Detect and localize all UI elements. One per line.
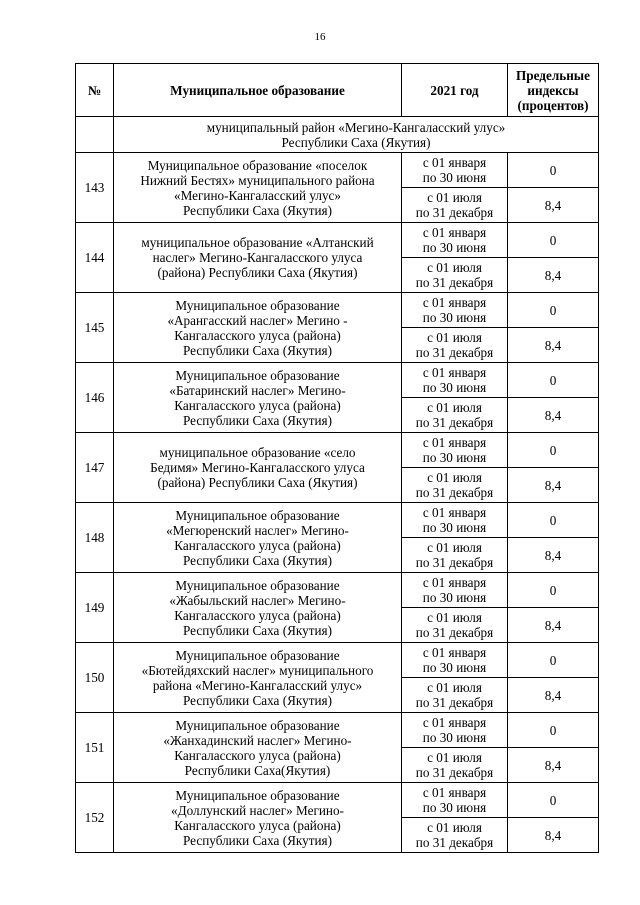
period-first-half: [402, 573, 508, 608]
table-body: [76, 117, 599, 853]
index-value-first-half: 0: [508, 573, 599, 608]
period-start: с 01 июля: [427, 190, 482, 205]
table-row: [76, 223, 599, 258]
municipality-name: [114, 293, 402, 363]
row-number: 148: [76, 503, 114, 573]
municipality-name-line: Республики Саха(Якутия): [184, 762, 331, 778]
group-title-line: муниципальный район «Мегино-Кангаласский улус»: [206, 119, 506, 135]
period-start: с 01 января: [422, 575, 487, 590]
period-end: по 30 июня: [422, 170, 487, 185]
index-value-second-half: 8,4: [508, 818, 599, 853]
municipality-name-line: Муниципальное образование: [175, 647, 340, 663]
period-second-half: [402, 468, 508, 503]
municipality-name-line: (района) Республики Саха (Якутия): [157, 475, 358, 490]
municipality-name-line: «Мегюренский наслег» Мегино-: [166, 522, 349, 538]
period-second-half: [402, 748, 508, 783]
municipality-name-line: Республики Саха (Якутия): [183, 552, 332, 568]
municipality-name: [114, 713, 402, 783]
period-second-half: [402, 678, 508, 713]
period-end: по 30 июня: [422, 730, 487, 745]
municipality-name: [114, 363, 402, 433]
index-value-second-half: 8,4: [508, 328, 599, 363]
table-row: [76, 573, 599, 608]
group-title-line: Республики Саха (Якутия): [281, 134, 431, 150]
header-municipality: Муниципальное образование: [114, 64, 402, 117]
index-value-first-half: 0: [508, 153, 599, 188]
municipality-name: [114, 153, 402, 223]
index-value-first-half: 0: [508, 293, 599, 328]
municipality-name-line: «Жабыльский наслег» Мегино-: [169, 592, 346, 608]
period-end: по 30 июня: [422, 660, 487, 675]
period-end: по 30 июня: [422, 450, 487, 465]
period-start: с 01 июля: [427, 400, 482, 415]
period-start: с 01 июля: [427, 470, 482, 485]
index-value-second-half: 8,4: [508, 468, 599, 503]
period-start: с 01 июля: [427, 260, 482, 275]
index-value-first-half: 0: [508, 783, 599, 818]
period-first-half: [402, 713, 508, 748]
period-end: по 30 июня: [422, 240, 487, 255]
municipality-name-line: Кангаласского улуса (района): [174, 817, 341, 833]
group-num-cell: [76, 117, 114, 153]
index-value-second-half: 8,4: [508, 398, 599, 433]
municipality-name-line: Муниципальное образование: [175, 367, 340, 383]
municipality-name-line: Муниципальное образование: [175, 507, 340, 523]
period-first-half: [402, 783, 508, 818]
table-row: [76, 783, 599, 818]
period-start: с 01 января: [422, 225, 487, 240]
table-row: [76, 293, 599, 328]
index-value-first-half: 0: [508, 643, 599, 678]
header-index-line: Предельные: [516, 67, 590, 83]
period-end: по 31 декабря: [415, 275, 494, 290]
index-value-second-half: 8,4: [508, 188, 599, 223]
municipality-name-line: Муниципальное образование «поселок: [147, 157, 368, 173]
period-end: по 30 июня: [422, 590, 487, 605]
period-start: с 01 января: [422, 155, 487, 170]
table-row: [76, 713, 599, 748]
period-end: по 31 декабря: [415, 625, 494, 640]
municipality-name-line: Нижний Бестях» муниципального района: [140, 172, 375, 188]
row-number: 144: [76, 223, 114, 293]
period-start: с 01 июля: [427, 820, 482, 835]
municipality-name-line: района «Мегино-Кангаласский улус»: [152, 677, 363, 693]
period-end: по 31 декабря: [415, 765, 494, 780]
municipality-name-line: Кангаласского улуса (района): [174, 397, 341, 413]
municipality-name-line: Республики Саха (Якутия): [183, 832, 332, 848]
index-value-second-half: 8,4: [508, 748, 599, 783]
period-first-half: [402, 643, 508, 678]
index-value-second-half: 8,4: [508, 608, 599, 643]
municipality-name: [114, 433, 402, 503]
period-end: по 31 декабря: [415, 835, 494, 850]
period-end: по 30 июня: [422, 520, 487, 535]
index-value-second-half: 8,4: [508, 258, 599, 293]
municipality-name-line: Муниципальное образование: [175, 787, 340, 803]
municipality-name-line: Республики Саха (Якутия): [183, 692, 332, 708]
period-second-half: [402, 538, 508, 573]
period-second-half: [402, 818, 508, 853]
municipality-name-line: Кангаласского улуса (района): [174, 747, 341, 763]
period-end: по 31 декабря: [415, 345, 494, 360]
period-second-half: [402, 188, 508, 223]
group-title: [114, 117, 599, 153]
table-row: [76, 363, 599, 398]
municipality-name-line: «Мегино-Кангаласский улус»: [173, 187, 341, 203]
period-start: с 01 января: [422, 505, 487, 520]
index-value-first-half: 0: [508, 433, 599, 468]
municipality-name-line: муниципальное образование «Алтанский: [141, 235, 374, 250]
period-start: с 01 января: [422, 435, 487, 450]
header-index: [508, 64, 599, 117]
municipality-name-line: Муниципальное образование: [175, 577, 340, 593]
index-value-first-half: 0: [508, 363, 599, 398]
row-number: 145: [76, 293, 114, 363]
index-table: [75, 63, 599, 853]
municipality-name-line: Кангаласского улуса (района): [174, 327, 341, 343]
page-number: 16: [314, 31, 326, 43]
period-first-half: [402, 433, 508, 468]
period-second-half: [402, 608, 508, 643]
row-number: 150: [76, 643, 114, 713]
row-number: 147: [76, 433, 114, 503]
period-first-half: [402, 503, 508, 538]
period-second-half: [402, 328, 508, 363]
period-first-half: [402, 153, 508, 188]
period-end: по 30 июня: [422, 380, 487, 395]
table-row: [76, 643, 599, 678]
period-first-half: [402, 223, 508, 258]
table-header-row: [76, 64, 599, 117]
row-number: 143: [76, 153, 114, 223]
period-end: по 31 декабря: [415, 555, 494, 570]
header-year: 2021 год: [402, 64, 508, 117]
period-start: с 01 июля: [427, 680, 482, 695]
group-row: [76, 117, 599, 153]
municipality-name-line: «Жанхадинский наслег» Мегино-: [163, 732, 352, 748]
period-first-half: [402, 363, 508, 398]
municipality-name-line: «Бютейдяхский наслег» муниципального: [141, 662, 374, 678]
period-second-half: [402, 258, 508, 293]
municipality-name-line: Республики Саха (Якутия): [183, 622, 332, 638]
period-end: по 31 декабря: [415, 695, 494, 710]
municipality-name-line: Кангаласского улуса (района): [174, 537, 341, 553]
municipality-name-line: Муниципальное образование: [175, 297, 340, 313]
period-start: с 01 июля: [427, 610, 482, 625]
header-index-line: (процентов): [517, 97, 589, 113]
row-number: 146: [76, 363, 114, 433]
table-row: [76, 153, 599, 188]
index-value-second-half: 8,4: [508, 678, 599, 713]
municipality-name-line: Республики Саха (Якутия): [183, 202, 332, 218]
period-start: с 01 июля: [427, 330, 482, 345]
period-end: по 30 июня: [422, 310, 487, 325]
municipality-name-line: «Арангасский наслег» Мегино -: [167, 312, 348, 328]
municipality-name-line: муниципальное образование «село: [159, 445, 356, 460]
municipality-name: [114, 223, 402, 293]
period-end: по 31 декабря: [415, 205, 494, 220]
period-end: по 31 декабря: [415, 415, 494, 430]
header-index-line: индексы: [527, 82, 579, 98]
table-row: [76, 433, 599, 468]
municipality-name: [114, 503, 402, 573]
header-num: №: [76, 64, 114, 117]
row-number: 149: [76, 573, 114, 643]
period-start: с 01 января: [422, 785, 487, 800]
period-second-half: [402, 398, 508, 433]
municipality-name: [114, 573, 402, 643]
municipality-name-line: (района) Республики Саха (Якутия): [157, 265, 358, 280]
municipality-name-line: Бедимя» Мегино-Кангаласского улуса: [150, 460, 365, 475]
municipality-name-line: наслег» Мегино-Кангаласского улуса: [152, 250, 363, 265]
period-start: с 01 июля: [427, 750, 482, 765]
period-start: с 01 июля: [427, 540, 482, 555]
municipality-name-line: Кангаласского улуса (района): [174, 607, 341, 623]
period-start: с 01 января: [422, 295, 487, 310]
period-start: с 01 января: [422, 645, 487, 660]
municipality-name-line: Республики Саха (Якутия): [183, 342, 332, 358]
municipality-name: [114, 783, 402, 853]
period-end: по 31 декабря: [415, 485, 494, 500]
index-value-first-half: 0: [508, 503, 599, 538]
municipality-name-line: Республики Саха (Якутия): [183, 412, 332, 428]
municipality-name-line: «Доллунский наслег» Мегино-: [171, 802, 344, 818]
index-value-first-half: 0: [508, 713, 599, 748]
row-number: 151: [76, 713, 114, 783]
row-number: 152: [76, 783, 114, 853]
period-start: с 01 января: [422, 715, 487, 730]
municipality-name: [114, 643, 402, 713]
period-start: с 01 января: [422, 365, 487, 380]
period-end: по 30 июня: [422, 800, 487, 815]
index-value-second-half: 8,4: [508, 538, 599, 573]
period-first-half: [402, 293, 508, 328]
municipality-name-line: Муниципальное образование: [175, 717, 340, 733]
index-value-first-half: 0: [508, 223, 599, 258]
table-row: [76, 503, 599, 538]
municipality-name-line: «Батаринский наслег» Мегино-: [169, 382, 346, 398]
